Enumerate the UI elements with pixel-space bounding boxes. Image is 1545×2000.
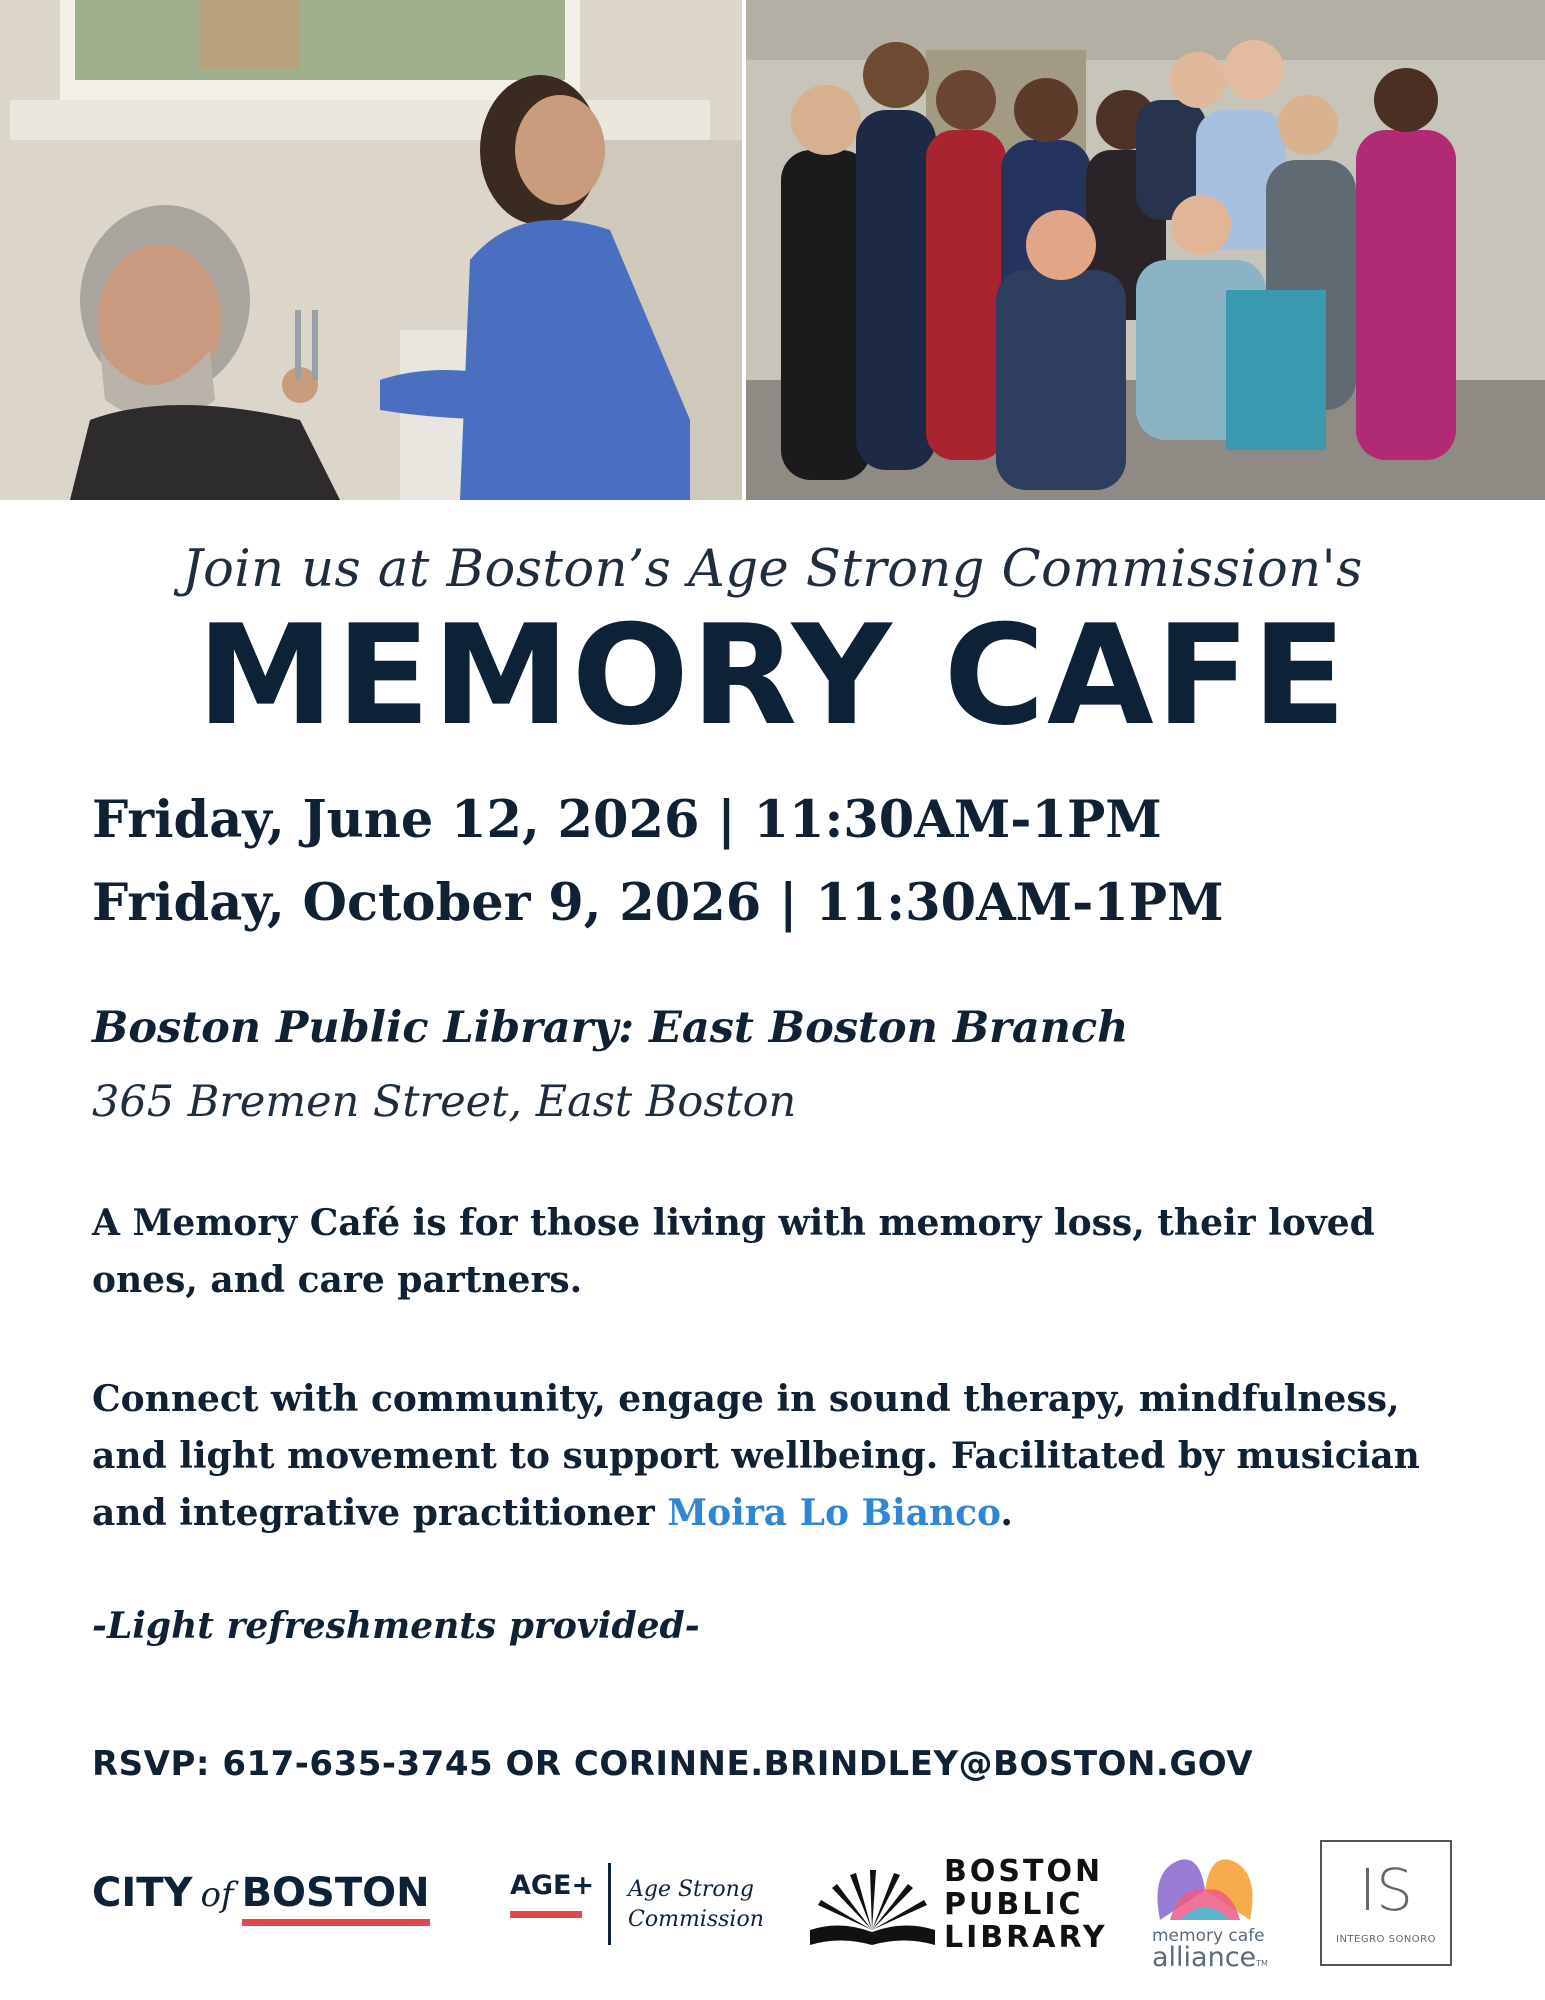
mca-trademark: TM xyxy=(1256,1959,1268,1968)
integro-sonoro-logo xyxy=(1320,1840,1452,1966)
description-paragraph-1: A Memory Café is for those living with memory loss, their loved ones, and care partners. xyxy=(92,1202,1375,1301)
header-photos xyxy=(0,0,1545,500)
rsvp-line: RSVP: 617-635-3745 OR CORINNE.BRINDLEY@BOSTON.GOV xyxy=(92,1744,1254,1784)
logo-boston-word: BOSTON xyxy=(241,1870,430,1916)
photo-group xyxy=(746,0,1545,500)
description-paragraph-2 xyxy=(92,1371,1452,1542)
event-subtitle: Join us at Boston’s Age Strong Commission's xyxy=(182,540,1363,599)
bpl-line-2: PUBLIC xyxy=(944,1887,1084,1922)
mca-line-1: memory cafe xyxy=(1152,1926,1265,1946)
age-strong-line-1: Age Strong xyxy=(628,1877,754,1902)
venue-name: Boston Public Library: East Boston Branch xyxy=(92,1003,1129,1053)
age-strong-line-2: Commission xyxy=(628,1907,764,1932)
mca-line-2: alliance xyxy=(1152,1942,1257,1973)
logo-of-word: of xyxy=(200,1875,234,1915)
memory-cafe-alliance-icon xyxy=(1150,1850,1260,1930)
memory-cafe-alliance-logo xyxy=(1152,1925,1268,1975)
refreshments-note: -Light refreshments provided- xyxy=(92,1605,700,1647)
description-text: Connect with community, engage in sound therapy, mindfulness, and light movement to support wellbeing. Facilitated by musician and integrative practitioner xyxy=(92,1378,1420,1534)
is-mark: IS xyxy=(1359,1856,1413,1924)
is-name: INTEGRO SONORO xyxy=(1336,1934,1436,1945)
description-period: . xyxy=(1000,1492,1013,1534)
boston-public-library-logo xyxy=(944,1855,1108,1954)
venue-address: 365 Bremen Street, East Boston xyxy=(92,1077,797,1127)
age-strong-commission-logo xyxy=(628,1875,764,1935)
event-title: MEMORY CAFE xyxy=(196,595,1349,756)
age-plus-logo: AGE+ xyxy=(510,1870,594,1918)
event-date-1: Friday, June 12, 2026 | 11:30AM-1PM xyxy=(92,790,1162,850)
boston-public-library-icon xyxy=(810,1860,935,1945)
city-of-boston-logo xyxy=(92,1870,430,1916)
facilitator-link[interactable]: Moira Lo Bianco xyxy=(667,1492,1001,1534)
logo-divider xyxy=(608,1863,611,1945)
photo-sound-therapy xyxy=(0,0,742,500)
bpl-line-3: LIBRARY xyxy=(944,1920,1108,1955)
logo-city-word: CITY xyxy=(92,1870,193,1916)
bpl-line-1: BOSTON xyxy=(944,1854,1104,1889)
event-date-2: Friday, October 9, 2026 | 11:30AM-1PM xyxy=(92,873,1224,933)
